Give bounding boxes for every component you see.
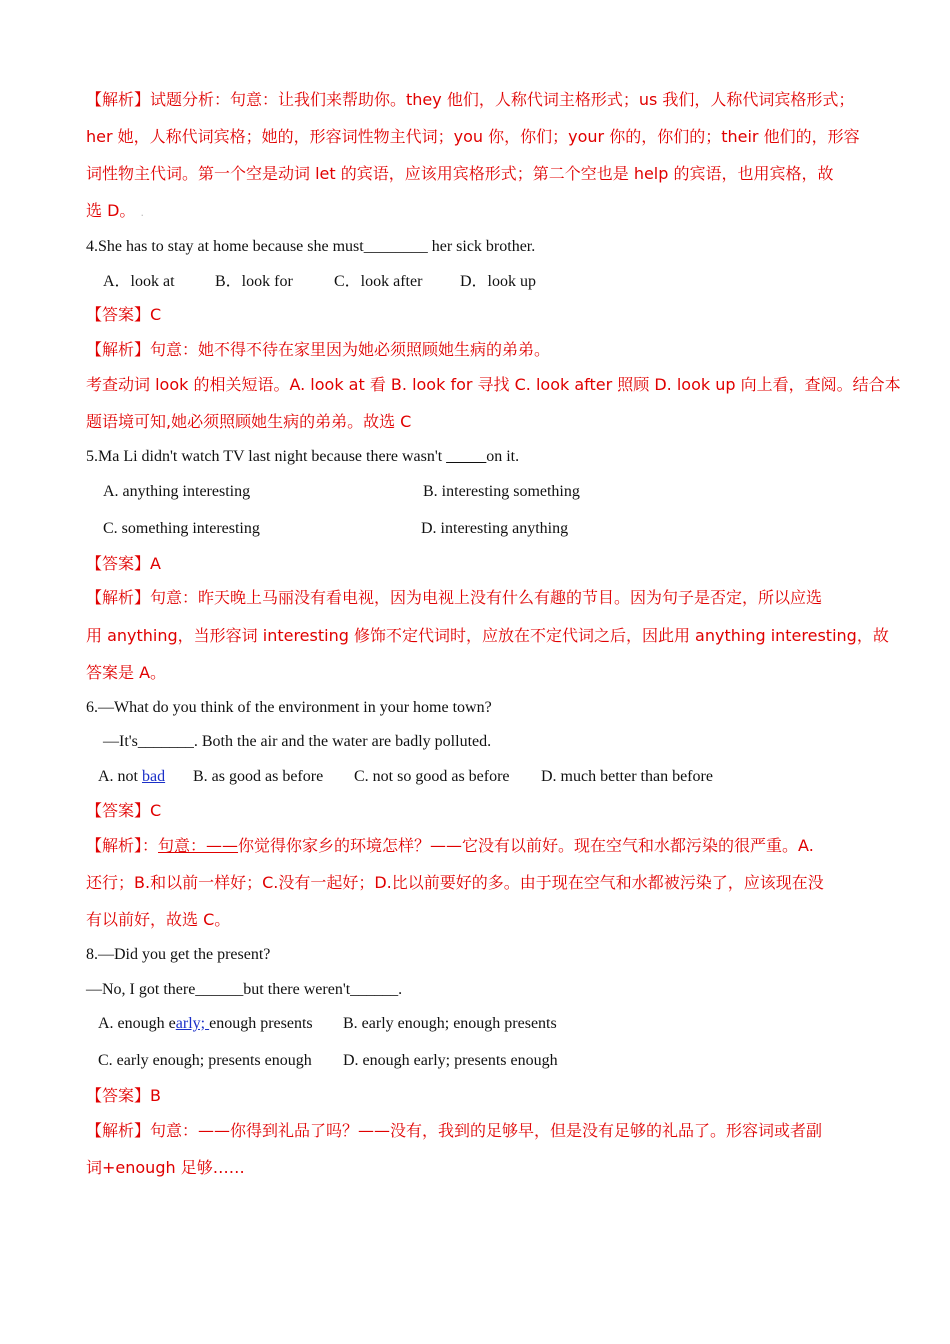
q3-explanation-line-4 (86, 200, 876, 224)
q8-option-c: C. early enough; presents enough (98, 1052, 312, 1069)
q8-question-line-2: —No, I got there______but there weren't______. (86, 981, 403, 998)
q6-explanation-label: 【解析】： (86, 836, 159, 855)
q5-option-d: D. interesting anything (421, 520, 569, 537)
q6-explanation-line-1 (86, 835, 876, 857)
q3-explanation-line-3: 词性物主代词。第一个空是动词 let 的宾语，应该用宾格形式；第二个空也是 help 的宾语，也用宾格，故 (86, 164, 834, 183)
q4-explanation-line-3: 题语境可知,她必须照顾她生病的弟弟。故选 C (86, 412, 412, 431)
q5-option-c: C. something interesting (103, 520, 260, 537)
paragraph-mark: . (140, 206, 145, 219)
q6-question-line-2: —It's_______. Both the air and the water are badly polluted. (103, 733, 492, 750)
q4-explanation-line-1: 【解析】句意：她不得不待在家里因为她必须照顾她生病的弟弟。 (86, 340, 551, 359)
q3-explanation-line-2: her 她，人称代词宾格；她的，形容词性物主代词；you 你，你们；your 你的，你们的；their 他们的，形容 (86, 127, 860, 146)
q6-explanation-line-2: 还行；B.和以前一样好；C.没有一起好；D.比以前要好的多。由于现在空气和水都被污染了，应该现在没 (86, 873, 824, 892)
q3-explanation-line-1: 【解析】试题分析：句意：让我们来帮助你。they 他们，人称代词主格形式；us 我们，人称代词宾格形式； (86, 90, 855, 109)
q8-explanation-line-2: 词+enough 足够…… (86, 1158, 245, 1177)
q8-option-a-end: enough presents (209, 1015, 313, 1032)
q5-explanation-line-1: 【解析】句意：昨天晚上马丽没有看电视，因为电视上没有什么有趣的节目。因为句子是否定，所以应选 (86, 588, 823, 607)
q8-explanation-line-1: 【解析】句意：——你得到礼品了吗？——没有，我到的足够早，但是没有足够的礼品了。形容词或者副 (86, 1121, 823, 1140)
q8-question-line-1: 8.—Did you get the present? (86, 946, 271, 963)
q8-option-a (98, 1013, 313, 1035)
q5-answer: 【答案】A (86, 554, 161, 573)
q8-option-a-link[interactable]: arly; (175, 1015, 210, 1032)
q8-option-a-text: A. enough e (98, 1015, 176, 1032)
q8-option-d: D. enough early; presents enough (343, 1052, 558, 1069)
q6-answer: 【答案】C (86, 801, 162, 820)
q4-explanation-line-2: 考查动词 look 的相关短语。A. look at 看 B. look for 寻找 C. look after 照顾 D. look up 向上看，查阅。结合本 (86, 375, 901, 394)
q4-option-d: D．look up (460, 273, 537, 290)
q5-option-b: B. interesting something (423, 483, 580, 500)
q4-option-a: A．look at (103, 273, 175, 290)
q6-option-d: D. much better than before (541, 768, 713, 785)
q4-question: 4.She has to stay at home because she must________ her sick brother. (86, 238, 536, 255)
q6-explanation-line-3: 有以前好，故选 C。 (86, 910, 231, 929)
q6-explanation-underlined: 句意：—— (158, 836, 239, 855)
q3-explanation-text: 选 D。 (86, 201, 136, 220)
q5-question-text: 5.Ma Li didn't watch TV last night because there wasn't (86, 448, 447, 465)
q6-explanation-text: 你觉得你家乡的环境怎样？——它没有以前好。现在空气和水都污染的很严重。A. (238, 836, 814, 855)
q6-option-b: B. as good as before (193, 768, 324, 785)
q6-option-a (98, 766, 165, 788)
q4-option-b: B．look for (215, 273, 293, 290)
q6-question-line-1: 6.—What do you think of the environment in your home town? (86, 699, 492, 716)
q5-question (86, 446, 876, 468)
q5-question-end: on it. (486, 448, 520, 465)
q4-answer: 【答案】C (86, 305, 162, 324)
q5-explanation-line-2: 用 anything，当形容词 interesting 修饰不定代词时，应放在不定代词之后，因此用 anything interesting，故 (86, 626, 889, 645)
q4-option-c: C．look after (334, 273, 423, 290)
q8-option-b: B. early enough; enough presents (343, 1015, 557, 1032)
q6-option-a-link[interactable]: bad (142, 768, 166, 785)
q5-explanation-line-3: 答案是 A。 (86, 663, 167, 682)
q6-option-c: C. not so good as before (354, 768, 510, 785)
q5-option-a: A. anything interesting (103, 483, 251, 500)
q8-answer: 【答案】B (86, 1086, 161, 1105)
q5-question-blank: _____ (446, 448, 487, 465)
q6-option-a-text: A. not (98, 768, 142, 785)
